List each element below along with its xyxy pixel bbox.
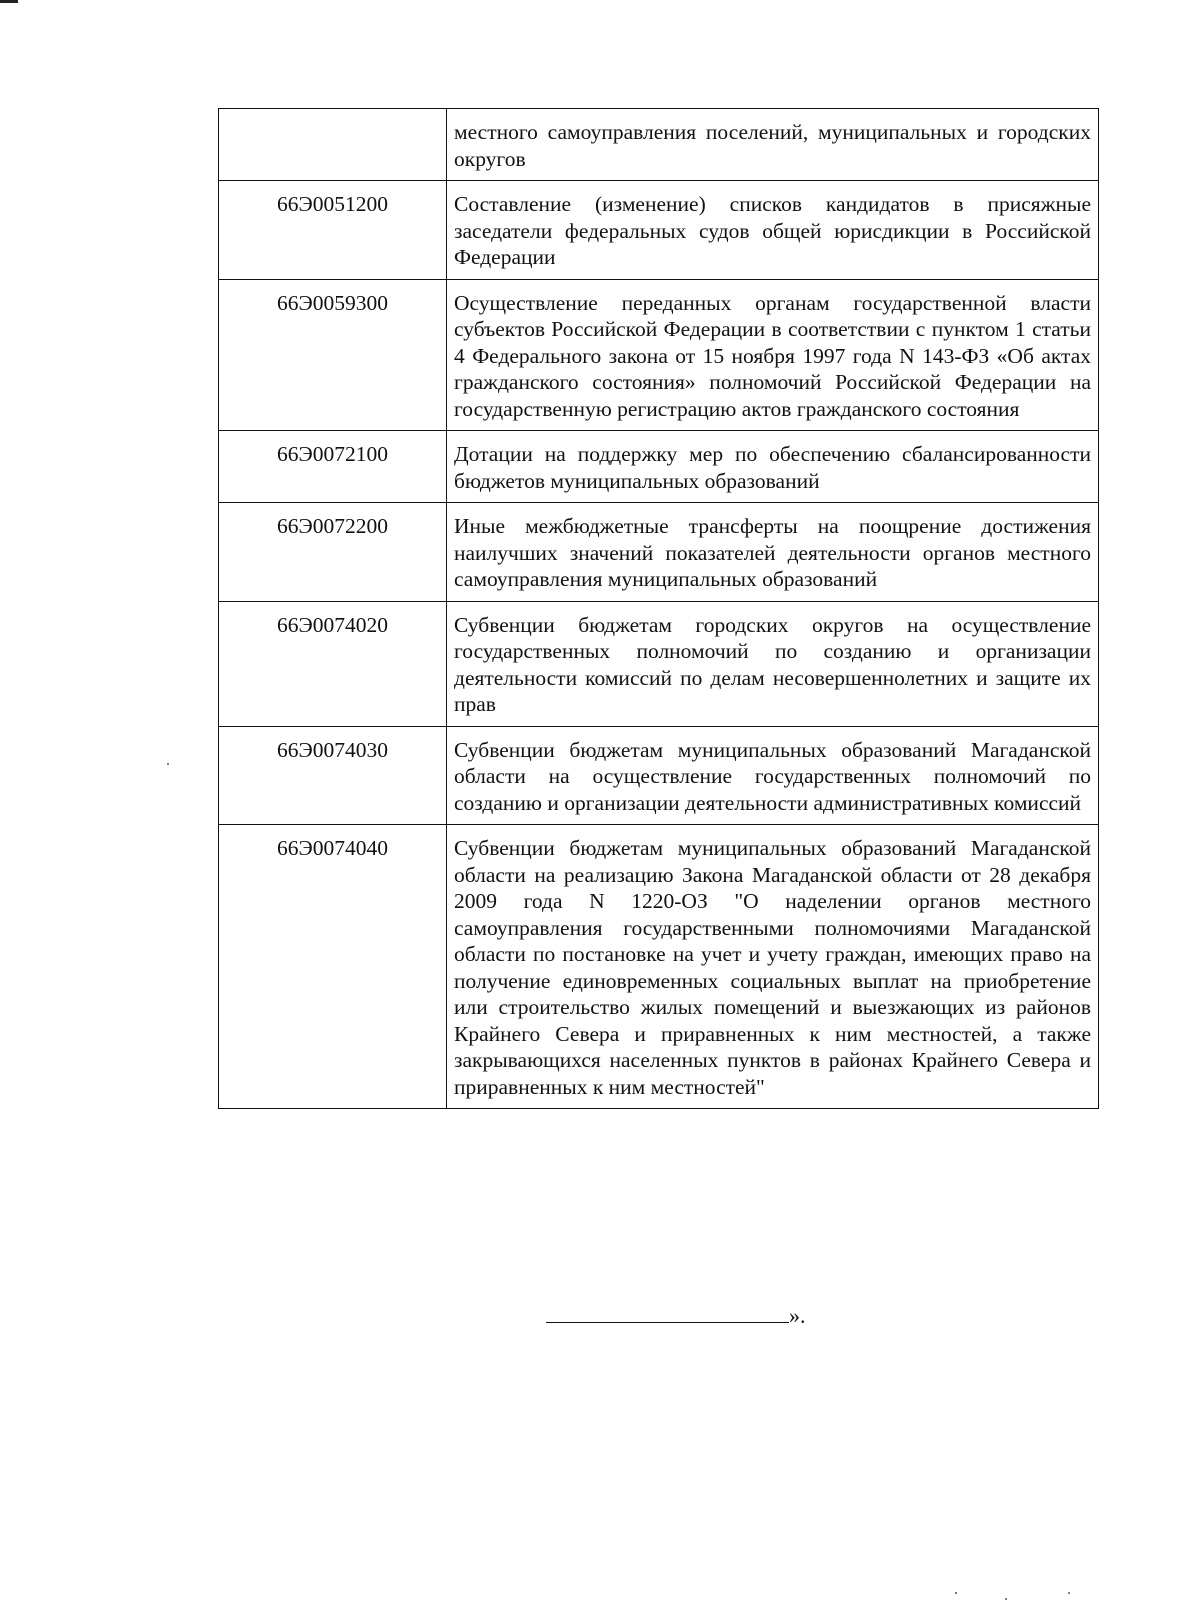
description-cell: Осуществление переданных органам государственной власти субъектов Российской Федерации в соответствии с пунктом 1 статьи 4 Федерального закона от 15 ноября 1997 года N 143-ФЗ «Об актах гражданского состояния» полномочий Российской Федерации на государственную регистрацию актов гражданского состояния [447, 279, 1099, 431]
description-cell: Субвенции бюджетам городских округов на осуществление государственных полномочий по созданию и организации деятельности комиссий по делам несовершеннолетних и защите их прав [447, 601, 1099, 726]
code-cell: 66Э0072100 [219, 431, 447, 503]
description-cell: Субвенции бюджетам муниципальных образований Магаданской области на осуществление государственных полномочий по созданию и организации деятельности административных комиссий [447, 726, 1099, 825]
closing-mark [546, 1303, 806, 1329]
code-cell: 66Э0074040 [219, 825, 447, 1109]
signature-line [546, 1304, 789, 1323]
code-cell: 66Э0059300 [219, 279, 447, 431]
closing-quote: ». [789, 1303, 806, 1328]
description-cell: Составление (изменение) списков кандидатов в присяжные заседатели федеральных судов общей юрисдикции в Российской Федерации [447, 181, 1099, 280]
table-row [219, 109, 1099, 181]
code-cell: 66Э0074030 [219, 726, 447, 825]
table-row [219, 726, 1099, 825]
description-cell: местного самоуправления поселений, муниципальных и городских округов [447, 109, 1099, 181]
code-cell: 66Э0072200 [219, 503, 447, 602]
code-cell [219, 109, 447, 181]
table-row [219, 825, 1099, 1109]
table-row [219, 503, 1099, 602]
description-cell: Дотации на поддержку мер по обеспечению сбалансированности бюджетов муниципальных образований [447, 431, 1099, 503]
description-cell: Субвенции бюджетам муниципальных образований Магаданской области на реализацию Закона Магаданской области от 28 декабря 2009 года N 1220-ОЗ "О наделении органов местного самоуправления государственными полномочиями Магаданской области по постановке на учет и учету граждан, имеющих право на получение единовременных социальных выплат на приобретение или строительство жилых помещений и выезжающих из районов Крайнего Севера и приравненных к ним местностей, а также закрывающихся населенных пунктов в районах Крайнего Севера и приравненных к ним местностей" [447, 825, 1099, 1109]
scan-speck [955, 1592, 957, 1594]
table-row [219, 601, 1099, 726]
table-row [219, 431, 1099, 503]
table-row [219, 279, 1099, 431]
code-cell: 66Э0074020 [219, 601, 447, 726]
budget-codes-table [218, 108, 1099, 1109]
code-cell: 66Э0051200 [219, 181, 447, 280]
scan-speck [1068, 1592, 1070, 1594]
scan-speck [1005, 1598, 1007, 1600]
scan-speck [167, 763, 169, 765]
scan-artifact [0, 0, 18, 3]
description-cell: Иные межбюджетные трансферты на поощрение достижения наилучших значений показателей деятельности органов местного самоуправления муниципальных образований [447, 503, 1099, 602]
table-row [219, 181, 1099, 280]
